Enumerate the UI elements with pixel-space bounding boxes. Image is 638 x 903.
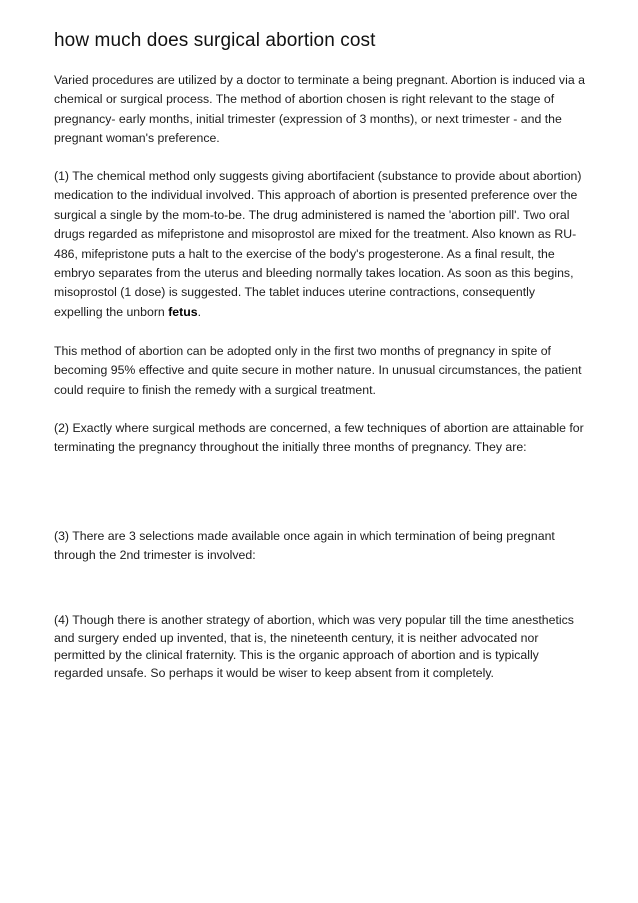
paragraph-text: (1) The chemical method only suggests giving abortifacient (substance to provide about abortion) medication to the individual involved. This approach of abortion is presented preference over the surgical a single by the mom-to-be. The drug administered is named the 'abortion pill'. Two oral drugs regarded as mifepristone and misoprostol are mixed for the treatment. Also known as RU-486, mifepristone puts a halt to the exercise of the body's progesterone. As a final result, the embryo separates from the uterus and bleeding normally takes location. As soon as this begins, misoprostol (1 dose) is suggested. The tablet induces uterine contractions, consequently expelling the unborn xyxy=(54,169,582,319)
paragraph-text-end: . xyxy=(197,304,201,319)
emphasized-term: fetus xyxy=(168,304,198,319)
paragraph-effectiveness: This method of abortion can be adopted only in the first two months of pregnancy in spite of becoming 95% effective and quite secure in mother nature. In unusual circumstances, the patient could require to finish the remedy with a surgical treatment. xyxy=(54,344,582,397)
paragraph-intro: Varied procedures are utilized by a doctor to terminate a being pregnant. Abortion is induced via a chemical or surgical process. The method of abortion chosen is right relevant to the stage of pregnancy- early months, initial trimester (expression of 3 months), or next trimester - and the pregnant woman's preference. xyxy=(54,73,585,146)
paragraph-surgical-methods: (2) Exactly where surgical methods are concerned, a few techniques of abortion are attainable for terminating the pregnancy throughout the initially three months of pregnancy. They are: xyxy=(54,421,584,455)
paragraph-chemical-method xyxy=(54,167,586,322)
paragraph-second-trimester: (3) There are 3 selections made available once again in which termination of being pregnant through the 2nd trimester is involved: xyxy=(54,529,555,563)
document-title: how much does surgical abortion cost xyxy=(54,30,376,51)
paragraph-organic-approach: (4) Though there is another strategy of abortion, which was very popular till the time anesthetics and surgery ended up invented, that is, the nineteenth century, it is neither advocated nor permitted by the clinical fraternity. This is the organic approach of abortion and is typically regarded unsafe. So perhaps it would be wiser to keep absent from it completely. xyxy=(54,613,574,680)
